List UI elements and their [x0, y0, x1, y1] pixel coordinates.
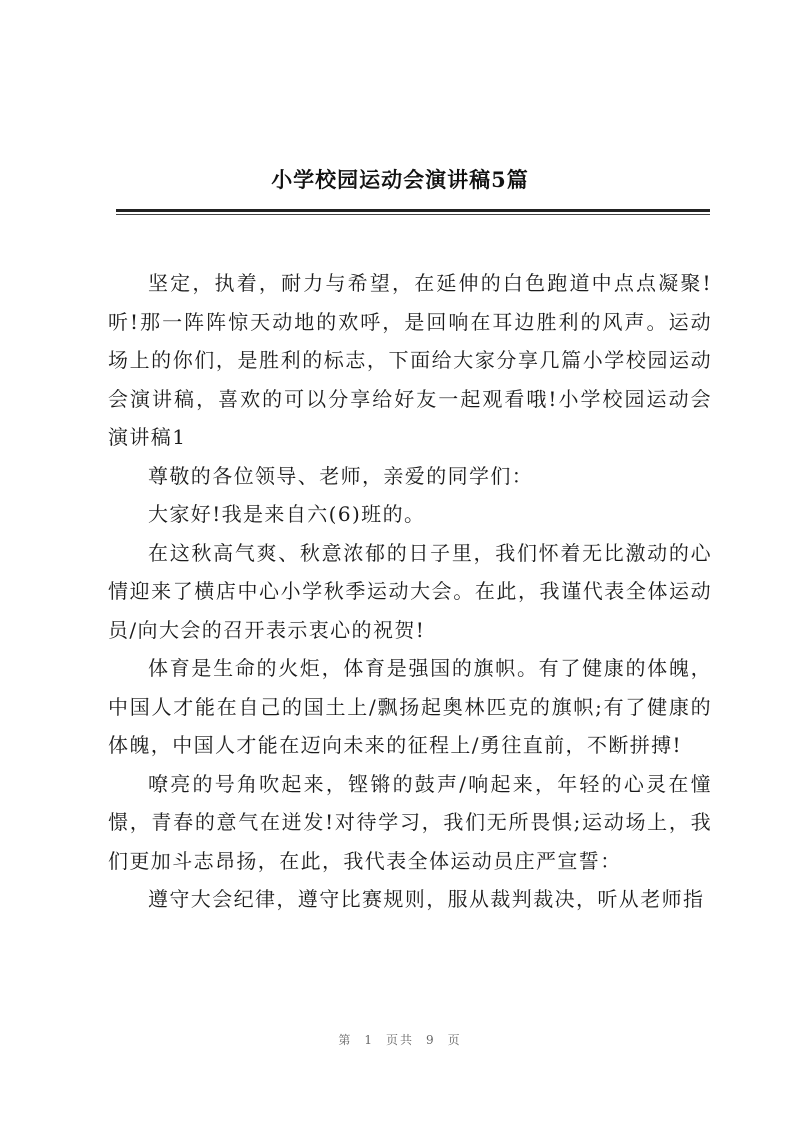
footer-prefix: 第	[338, 1033, 353, 1047]
page-title: 小学校园运动会演讲稿5篇	[271, 167, 529, 192]
document-body	[108, 264, 712, 919]
title-divider-thin	[116, 214, 710, 215]
page-footer	[0, 1031, 800, 1048]
paragraph: 大家好!我是来自六(6)班的。	[148, 502, 426, 526]
title-divider	[116, 209, 710, 212]
footer-middle: 页共	[385, 1033, 414, 1047]
total-page-count: 9	[426, 1033, 436, 1047]
paragraph: 尊敬的各位领导、老师，亲爱的同学们：	[148, 463, 534, 488]
current-page-number: 1	[364, 1033, 374, 1047]
footer-suffix: 页	[447, 1033, 462, 1047]
paragraph: 坚定，执着，耐力与希望，在延伸的白色跑道中点点凝聚!听!那一阵阵惊天动地的欢呼，是回响在耳边胜利的风声。运动场上的你们，是胜利的标志，下面给大家分享几篇小学校园运动会演讲稿，喜欢的可以分享给好友一起观看哦!小学校园运动会演讲稿1	[108, 271, 712, 449]
paragraph: 嘹亮的号角吹起来，铿锵的鼓声/响起来，年轻的心灵在憧憬，青春的意气在迸发!对待学习，我们无所畏惧;运动场上，我们更加斗志昂扬，在此，我代表全体运动员庄严宣誓：	[108, 771, 712, 873]
paragraph: 遵守大会纪律，遵守比赛规则，服从裁判裁决，听从老师指	[148, 887, 705, 911]
paragraph: 体育是生命的火炬，体育是强国的旗帜。有了健康的体魄，中国人才能在自己的国土上/飘扬起奥林匹克的旗帜;有了健康的体魄，中国人才能在迈向未来的征程上/勇往直前，不断拼搏!	[108, 656, 712, 757]
paragraph: 在这秋高气爽、秋意浓郁的日子里，我们怀着无比激动的心情迎来了横店中心小学秋季运动大会。在此，我谨代表全体运动员/向大会的召开表示衷心的祝贺!	[108, 540, 712, 642]
